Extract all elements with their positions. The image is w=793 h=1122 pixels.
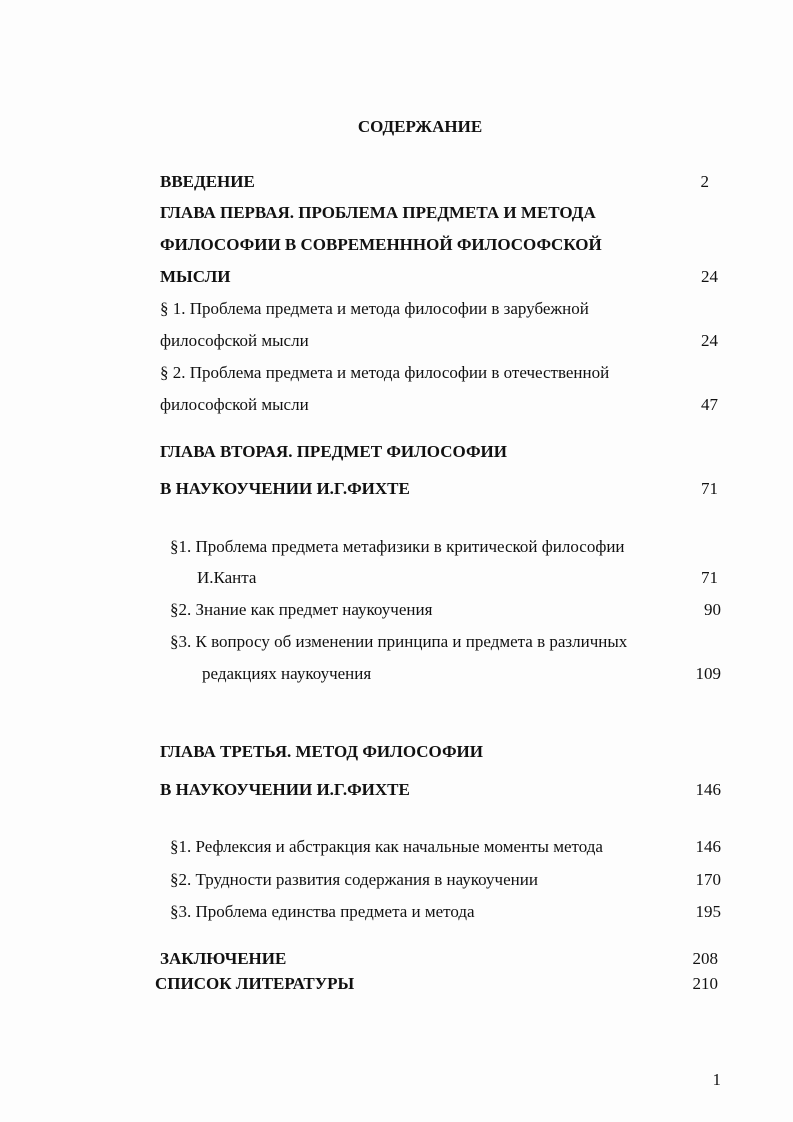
toc-conclusion-label: ЗАКЛЮЧЕНИЕ <box>160 949 287 968</box>
toc-ch3-section1-line1: §1. Рефлексия и абстракция как начальные моменты метода <box>170 837 603 856</box>
toc-chapter2-heading-line2: В НАУКОУЧЕНИИ И.Г.ФИХТЕ <box>160 479 410 498</box>
toc-ch3-section3-page: 195 <box>695 902 721 921</box>
toc-chapter3-heading-line1: ГЛАВА ТРЕТЬЯ. МЕТОД ФИЛОСОФИИ <box>160 742 483 761</box>
toc-ch2-section2-page: 90 <box>704 600 721 619</box>
toc-ch1-section2-line1: § 2. Проблема предмета и метода философии в отечественной <box>160 363 610 382</box>
toc-ch2-section3-line2: редакциях наукоучения <box>202 664 372 683</box>
toc-intro-page: 2 <box>700 172 709 191</box>
toc-ch2-section3-line1: §3. К вопросу об изменении принципа и предмета в различных <box>170 632 628 651</box>
toc-chapter3-heading-line2: В НАУКОУЧЕНИИ И.Г.ФИХТЕ <box>160 780 410 799</box>
toc-chapter1-page: 24 <box>701 267 718 286</box>
toc-ch1-section1-line1: § 1. Проблема предмета и метода философии в зарубежной <box>160 299 589 318</box>
toc-ch2-section1-line1: §1. Проблема предмета метафизики в критической философии <box>170 537 625 556</box>
toc-conclusion-page: 208 <box>692 949 718 968</box>
toc-ch3-section2-line1: §2. Трудности развития содержания в наукоучении <box>170 870 538 889</box>
toc-ch3-section1-page: 146 <box>695 837 721 856</box>
toc-chapter1-heading-line1: ГЛАВА ПЕРВАЯ. ПРОБЛЕМА ПРЕДМЕТА И МЕТОДА <box>160 203 596 222</box>
toc-chapter2-page: 71 <box>701 479 718 498</box>
toc-ch1-section1-page: 24 <box>701 331 718 350</box>
page-title: СОДЕРЖАНИЕ <box>357 117 483 136</box>
toc-intro-label: ВВЕДЕНИЕ <box>160 172 255 191</box>
toc-ch3-section3-line1: §3. Проблема единства предмета и метода <box>170 902 475 921</box>
toc-ch1-section2-line2: философской мысли <box>160 395 309 414</box>
page-number: 1 <box>712 1070 721 1089</box>
toc-bibliography-label: СПИСОК ЛИТЕРАТУРЫ <box>155 974 355 993</box>
toc-chapter3-page: 146 <box>695 780 721 799</box>
toc-ch2-section1-line2: И.Канта <box>197 568 257 587</box>
toc-bibliography-page: 210 <box>692 974 718 993</box>
toc-chapter1-heading-line2: ФИЛОСОФИИ В СОВРЕМЕНННОЙ ФИЛОСОФСКОЙ <box>160 235 602 254</box>
toc-chapter1-heading-line3: МЫСЛИ <box>160 267 231 286</box>
toc-ch2-section2-line1: §2. Знание как предмет наукоучения <box>170 600 433 619</box>
toc-ch3-section2-page: 170 <box>695 870 721 889</box>
toc-ch1-section1-line2: философской мысли <box>160 331 309 350</box>
toc-ch1-section2-page: 47 <box>701 395 718 414</box>
toc-chapter2-heading-line1: ГЛАВА ВТОРАЯ. ПРЕДМЕТ ФИЛОСОФИИ <box>160 442 507 461</box>
toc-ch2-section1-page: 71 <box>701 568 718 587</box>
toc-ch2-section3-page: 109 <box>695 664 721 683</box>
